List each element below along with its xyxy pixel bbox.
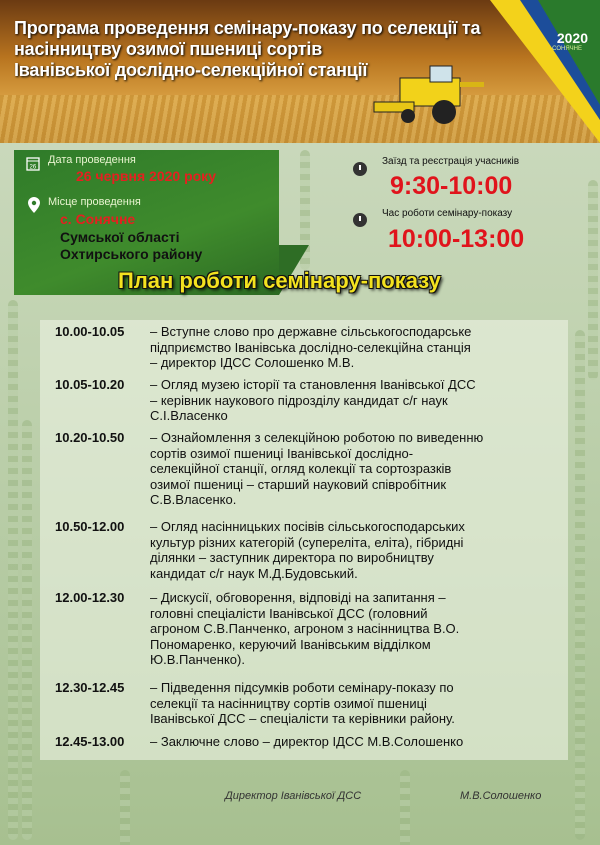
- logo-text: СОНЯЧНЕ: [552, 46, 582, 52]
- location-pin-icon: [28, 197, 40, 216]
- schedule-line: – Заключне слово – директор ІДСС М.В.Солошенко: [150, 734, 464, 749]
- schedule-line: С.В.Власенко.: [150, 492, 237, 508]
- wheat-decoration: [120, 770, 130, 845]
- schedule-line: С.І.Власенко: [150, 408, 228, 424]
- schedule-line: – директор ІДСС Солошенко М.В.: [150, 355, 355, 371]
- schedule-text: [150, 680, 556, 727]
- schedule-time: 12.30-12.45: [55, 680, 125, 695]
- wheat-decoration: [22, 420, 32, 840]
- schedule-line: – керівник наукового підрозділу кандидат с/г наук: [150, 392, 448, 408]
- sonyachne-logo: [490, 0, 600, 143]
- signature-role: Директор Іванівської ДСС: [225, 790, 362, 802]
- schedule-line: Ю.В.Панченко).: [150, 652, 245, 668]
- header-banner: [0, 0, 600, 143]
- schedule-line: сортів озимої пшениці Іванівської дослідно-: [150, 445, 414, 461]
- arrival-time: 9:30-10:00: [390, 172, 513, 200]
- schedule-line: – Огляд насінницьких посівів сільськогосподарських: [150, 519, 465, 534]
- title-line: Програма проведення семінару-показу по селекції та: [14, 18, 481, 38]
- place-district: Охтирського району: [60, 246, 203, 262]
- page-title: [14, 18, 494, 81]
- wheat-decoration: [400, 770, 410, 845]
- schedule-line: культур різних категорій (супереліта, еліта), гібридні: [150, 534, 464, 550]
- logo-year: 2020: [556, 30, 588, 46]
- place-region: Сумської області: [60, 229, 180, 245]
- schedule-time: 12.00-12.30: [55, 590, 125, 605]
- schedule-line: – Дискусії, обговорення, відповіді на запитання –: [150, 590, 446, 605]
- title-line: Іванівської дослідно-селекційної станції: [14, 60, 368, 80]
- title-line: насінництву озимої пшениці сортів: [14, 39, 323, 59]
- schedule-line: головні спеціалісти Іванівської ДСС (головний: [150, 605, 428, 621]
- schedule-line: селекції та насінництву сортів озимої пшениці: [150, 695, 427, 711]
- schedule-text: [150, 324, 556, 371]
- schedule-line: – Огляд музею історії та становлення Іванівської ДСС: [150, 377, 476, 392]
- arrival-label: Заїзд та реєстрація учасників: [382, 156, 520, 167]
- schedule-line: – Підведення підсумків роботи семінару-показу по: [150, 680, 454, 695]
- date-value: 26 червня 2020 року: [76, 168, 216, 184]
- schedule-line: – Вступне слово про державне сільськогосподарське: [150, 324, 472, 339]
- schedule-time: 10.00-10.05: [55, 324, 125, 339]
- schedule-time: 12.45-13.00: [55, 734, 125, 749]
- signature-name: М.В.Солошенко: [460, 790, 542, 802]
- svg-text:26: 26: [29, 164, 37, 171]
- schedule-line: – Ознайомлення з селекційною роботою по виведенню: [150, 430, 484, 445]
- schedule-line: підприємство Іванівська дослідно-селекційна станція: [150, 339, 471, 355]
- schedule-line: селекційної станції, огляд колекції та сортозразків: [150, 461, 452, 477]
- work-hours-label: Час роботи семінару-показу: [382, 208, 513, 219]
- schedule-text: [150, 430, 556, 508]
- place-village: с. Сонячне: [60, 211, 136, 227]
- work-hours-time: 10:00-13:00: [388, 225, 525, 253]
- schedule-text: [150, 590, 556, 668]
- schedule-time: 10.50-12.00: [55, 519, 125, 534]
- schedule-text: [150, 734, 556, 750]
- schedule-line: ділянки – заступник директора по виробництву: [150, 550, 434, 566]
- schedule-text: [150, 377, 556, 424]
- schedule-line: Пономаренко, керуючий Іванівським відділком: [150, 636, 431, 652]
- schedule-time: 10.05-10.20: [55, 377, 125, 392]
- schedule-line: агроном С.В.Панченко, агроном з насінництва В.О.: [150, 621, 460, 637]
- wheat-decoration: [588, 180, 598, 380]
- wheat-decoration: [575, 330, 585, 840]
- plan-title: План роботи семінару-показу: [118, 268, 441, 293]
- schedule-line: кандидат с/г наук М.Д.Будовський.: [150, 565, 358, 581]
- schedule-line: озимої пшениці – старший науковий співробітник: [150, 476, 447, 492]
- clock-icon: [353, 213, 367, 227]
- schedule-time: 10.20-10.50: [55, 430, 125, 445]
- date-label: Дата проведення: [48, 154, 136, 166]
- calendar-icon: [26, 155, 40, 174]
- clock-icon: [353, 162, 367, 176]
- schedule-line: Іванівської ДСС – спеціалісти та керівники району.: [150, 711, 455, 727]
- wheat-decoration: [8, 300, 18, 840]
- schedule-text: [150, 519, 556, 581]
- place-label: Місце проведення: [48, 196, 141, 208]
